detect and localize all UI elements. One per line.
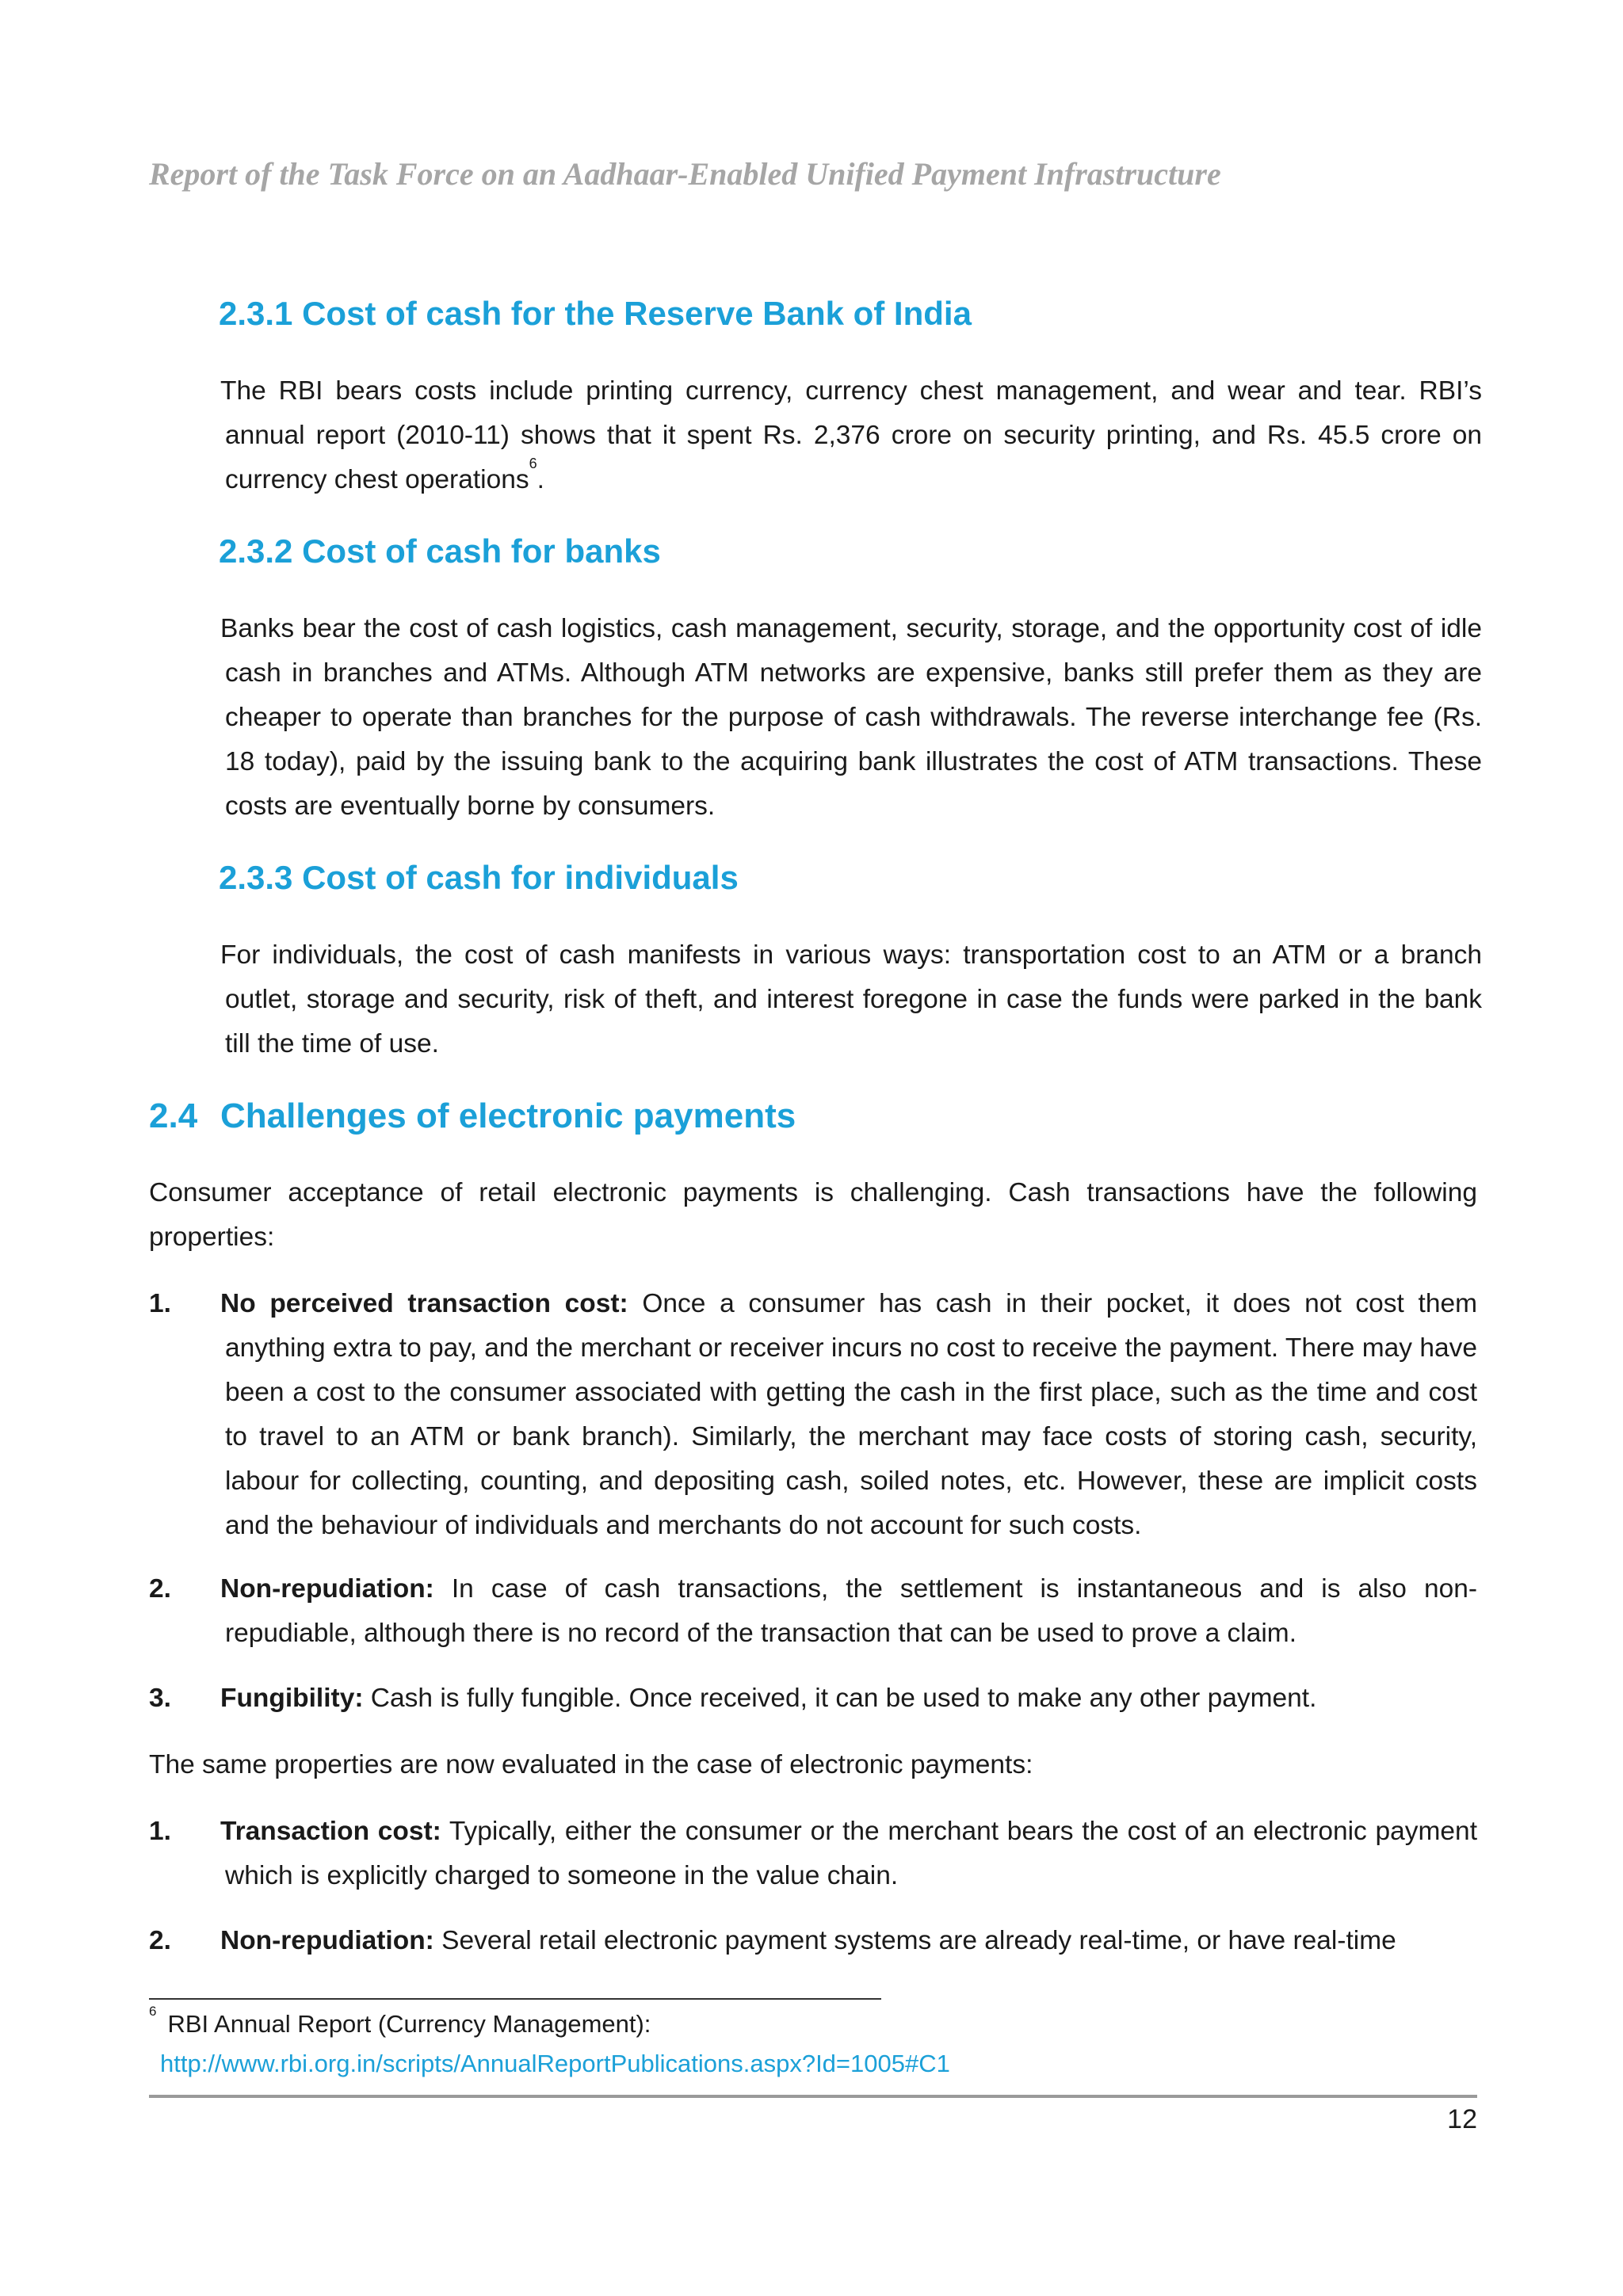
- footnote-ref[interactable]: 6: [529, 456, 537, 471]
- page-number: 12: [1447, 2104, 1477, 2134]
- list-item-cash-2: [149, 1567, 1477, 1656]
- paragraph-rbi-cost: [220, 369, 1482, 502]
- list-item-electronic-1: [149, 1810, 1477, 1898]
- list-item-cash-1: [149, 1282, 1477, 1548]
- paragraph-rbi-cost-end: .: [537, 465, 544, 494]
- footnote-separator: [149, 1998, 881, 2000]
- list-marker: 1.: [149, 1817, 171, 1846]
- list-marker: 2.: [149, 1926, 171, 1955]
- heading-2-4-number: 2.4: [149, 1097, 198, 1135]
- list-item-term: Transaction cost:: [220, 1817, 441, 1846]
- footnote-link[interactable]: http://www.rbi.org.in/scripts/AnnualReportPublications.aspx?Id=1005#C1: [160, 2050, 950, 2077]
- paragraph-transition: The same properties are now evaluated in the case of electronic payments:: [149, 1750, 1033, 1779]
- list-item-text: Once a consumer has cash in their pocket, it does not cost them anything extra to pay, and the merchant or receiver incurs no cost to receive the payment. There may have been a cost to the consumer associated with getting the cash in the first place, such as the time and cost to travel to an ATM or bank branch). Similarly, the merchant may face costs of storing cash, security, labour for collecting, counting, and depositing cash, soiled notes, etc. However, these are implicit costs and the behaviour of individuals and merchants do not account for such costs.: [225, 1289, 1477, 1540]
- paragraph-rbi-cost-text: The RBI bears costs include printing currency, currency chest management, and wear and tear. RBI’s annual report (2010-11) shows that it spent Rs. 2,376 crore on security printing, and Rs. 45.5 crore on currency chest operations: [220, 376, 1482, 494]
- footer-rule: [149, 2095, 1477, 2098]
- paragraph-banks-cost: Banks bear the cost of cash logistics, cash management, security, storage, and the opportunity cost of idle cash in branches and ATMs. Although ATM networks are expensive, banks still prefer them as they are cheaper to operate than branches for the purpose of cash withdrawals. The reverse interchange fee (Rs. 18 today), paid by the issuing bank to the acquiring bank illustrates the cost of ATM transactions. These costs are eventually borne by consumers.: [220, 614, 1482, 821]
- list-item-cash-3: [149, 1676, 1477, 1721]
- list-item-term: Non-repudiation:: [220, 1574, 434, 1604]
- heading-2-4: [149, 1097, 796, 1136]
- list-item-term: Fungibility:: [220, 1684, 364, 1713]
- paragraph-challenges-intro: Consumer acceptance of retail electronic payments is challenging. Cash transactions have the following properties:: [149, 1178, 1477, 1252]
- list-item-term: No perceived transaction cost:: [220, 1289, 628, 1318]
- heading-2-4-title: Challenges of electronic payments: [220, 1097, 796, 1135]
- paragraph-individuals-cost: For individuals, the cost of cash manifests in various ways: transportation cost to an ATM or a branch outlet, storage and security, risk of theft, and interest foregone in case the funds were parked in the bank till the time of use.: [220, 940, 1482, 1058]
- list-item-electronic-2: [149, 1919, 1477, 1963]
- heading-2-3-2: 2.3.2 Cost of cash for banks: [219, 532, 661, 570]
- list-item-text: Cash is fully fungible. Once received, it can be used to make any other payment.: [363, 1684, 1317, 1713]
- list-marker: 3.: [149, 1684, 171, 1713]
- footnote-text: RBI Annual Report (Currency Management):: [167, 2010, 651, 2038]
- footnote: [149, 2004, 950, 2084]
- list-item-text: Typically, either the consumer or the merchant bears the cost of an electronic payment which is explicitly charged to someone in the value chain.: [225, 1817, 1477, 1890]
- footnote-number: 6: [149, 2004, 157, 2019]
- heading-2-3-3: 2.3.3 Cost of cash for individuals: [219, 859, 739, 896]
- list-marker: 2.: [149, 1574, 171, 1604]
- running-header: Report of the Task Force on an Aadhaar-Enabled Unified Payment Infrastructure: [149, 156, 1221, 192]
- list-item-text: In case of cash transactions, the settlement is instantaneous and is also non-repudiable, although there is no record of the transaction that can be used to prove a claim.: [225, 1574, 1477, 1648]
- list-item-term: Non-repudiation:: [220, 1926, 434, 1955]
- heading-2-3-1: 2.3.1 Cost of cash for the Reserve Bank of India: [219, 295, 972, 332]
- list-marker: 1.: [149, 1289, 171, 1318]
- list-item-text: Several retail electronic payment systems are already real-time, or have real-time: [433, 1926, 1396, 1955]
